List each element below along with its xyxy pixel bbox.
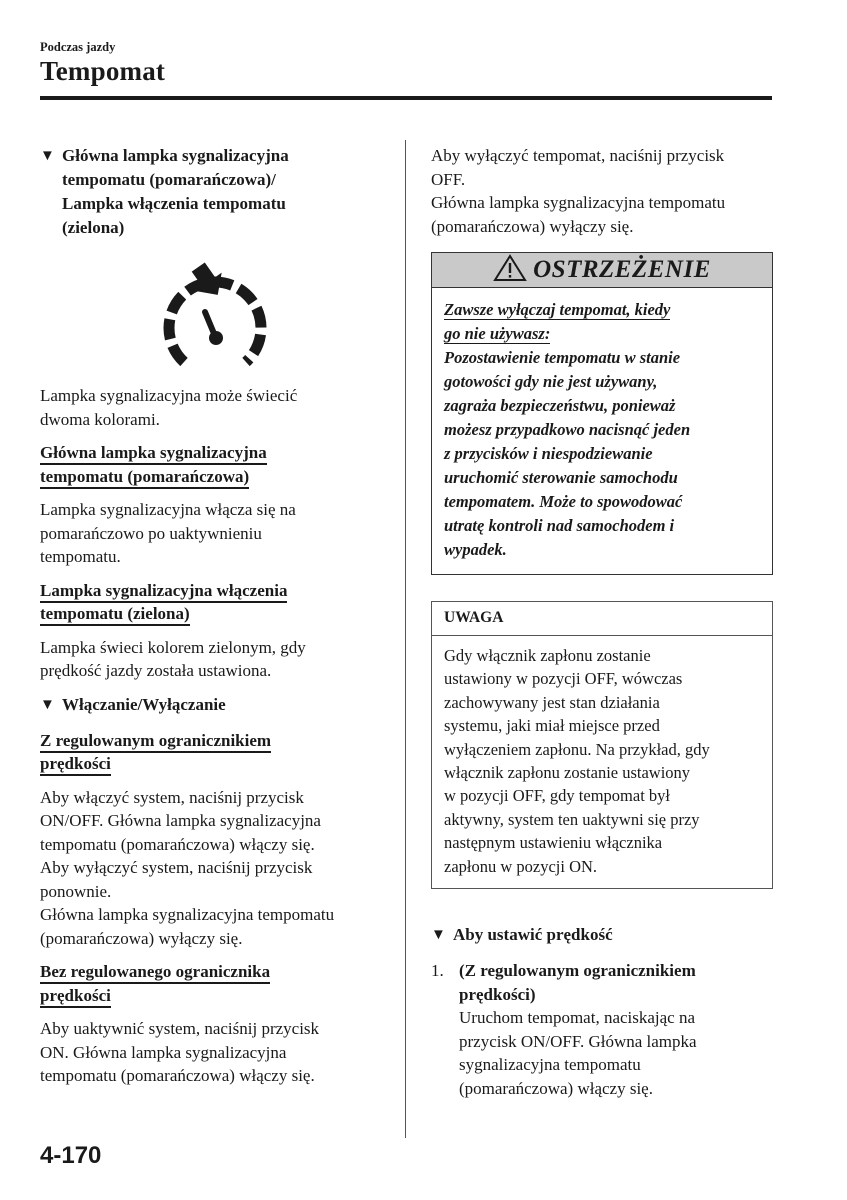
heading-on-off: ▼ Włączanie/Wyłączanie [40, 693, 370, 717]
heading-indicator-lamps [40, 144, 370, 240]
list-item [431, 959, 773, 1100]
warning-body [432, 288, 772, 574]
triangle-bullet-icon: ▼ [40, 148, 55, 164]
list-content: (Z regulowanym ogranicznikiem prędkości) Uruchom tempomat, naciskając na przycisk ON/OFF. Główna lampka sygnalizacyjna tempomatu (pomarańczowa) włączy się. [459, 961, 697, 1098]
heading-set-speed: ▼ Aby ustawić prędkość [431, 923, 773, 947]
page-number: 4-170 [40, 1142, 102, 1169]
turn-off-text: Aby wyłączyć tempomat, naciśnij przycisk OFF. Główna lampka sygnalizacyjna tempomatu (pomarańczowa) wyłączy się. [431, 146, 726, 236]
triangle-bullet-icon: ▼ [431, 927, 446, 944]
warning-triangle-icon [493, 254, 527, 287]
column-divider [405, 140, 406, 1138]
warning-text: Pozostawienie tempomatu w stanie gotowości gdy nie jest używany, zagraża bezpieczeństwu, ponieważ możesz przypadkowo nacisnąć jeden z przycisków i niespodziewanie uruchomić sterowanie samochodu tempomatem. Może to spowodować utratę kontroli nad samochodem i wypadek. [444, 348, 691, 559]
heading-line: (zielona) [62, 218, 125, 237]
left-column [40, 144, 370, 1088]
note-title: UWAGA [432, 602, 772, 636]
section-label: Podczas jazdy [40, 40, 116, 54]
warning-box [431, 252, 773, 575]
green-lamp-text: Lampka świeci kolorem zielonym, gdy prędkość jazdy została ustawiona. [40, 637, 306, 680]
warning-header [432, 253, 772, 288]
page-title: Tempomat [40, 56, 166, 86]
lamp-colors-text: Lampka sygnalizacyjna może świecić dwoma kolorami. [40, 386, 298, 429]
warning-lead: Zawsze wyłączaj tempomat, kiedy go nie używasz: [444, 300, 671, 343]
without-limiter-text: Aby uaktywnić system, naciśnij przycisk ON. Główna lampka sygnalizacyjna tempomatu (pomarańczowa) włączy się. [40, 1019, 320, 1085]
heading-line: tempomatu (pomarańczowa)/ [62, 170, 276, 189]
triangle-bullet-icon: ▼ [40, 696, 55, 713]
cruise-control-icon [160, 260, 270, 380]
right-column [431, 144, 773, 1100]
warning-title: OSTRZEŻENIE [533, 256, 711, 283]
subheading-with-limiter: Z regulowanym ogranicznikiem prędkości [40, 729, 370, 776]
list-number: 1. [431, 961, 444, 981]
note-box [431, 601, 773, 889]
subheading-main-lamp: Główna lampka sygnalizacyjna tempomatu (pomarańczowa) [40, 441, 370, 488]
with-limiter-text: Aby włączyć system, naciśnij przycisk ON/OFF. Główna lampka sygnalizacyjna tempomatu (pomarańczowa) włączy się. Aby wyłączyć system, naciśnij przycisk ponownie. Główna lampka sygnalizacyjna tempomatu (pomarańczowa) wyłączy się. [40, 787, 335, 948]
note-body: Gdy włącznik zapłonu zostanie ustawiony w pozycji OFF, wówczas zachowywany jest stan działania systemu, jaki miał miejsce przed wyłączeniem zapłonu. Na przykład, gdy włącznik zapłonu zostanie ustawiony w pozycji OFF, gdy tempomat był aktywny, system ten uaktywni się przy następnym ustawieniu włącznika zapłonu w pozycji ON. [444, 646, 710, 876]
header-rule [40, 96, 772, 100]
heading-line: Lampka włączenia tempomatu [62, 194, 286, 213]
heading-line: Główna lampka sygnalizacyjna [62, 146, 289, 165]
subheading-without-limiter: Bez regulowanego ogranicznika prędkości [40, 960, 370, 1007]
subheading-green-lamp: Lampka sygnalizacyjna włączenia tempomatu (zielona) [40, 579, 370, 626]
main-lamp-text: Lampka sygnalizacyjna włącza się na pomarańczowo po uaktywnieniu tempomatu. [40, 500, 296, 566]
